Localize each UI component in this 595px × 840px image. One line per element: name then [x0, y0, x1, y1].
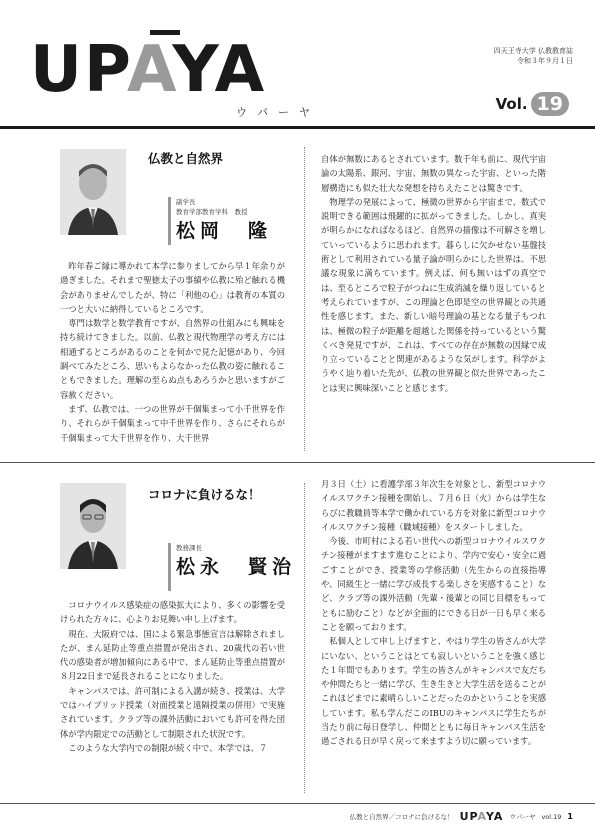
logo-text-accent: A [127, 33, 173, 107]
paragraph: キャンパスでは、許可制による入講が続き、授業は、大学ではハイブリッド授業（対面授業と遠隔授業の併用）で実施されています。クラブ等の課外活動においても許可を得た団体が学内限定での活動として制限された状況です。 [60, 685, 285, 739]
author-photo-matsunaga [60, 483, 126, 569]
author-block [176, 197, 272, 243]
column-divider [304, 147, 305, 451]
page-number: 1 [567, 812, 573, 821]
footer-logo-kana: ウパーヤ [509, 813, 536, 821]
author-name: 松永 賢治 [176, 556, 297, 578]
author-department: 教育学部教育学科 教授 [176, 208, 248, 216]
footer-logo-accent: A [477, 810, 487, 823]
footer-rule [0, 803, 595, 804]
footer-logo-tail: YA [486, 810, 504, 823]
page-footer [350, 810, 573, 823]
column-divider [304, 483, 305, 793]
logo-text-tail: YA [172, 33, 267, 107]
author-block [176, 543, 296, 579]
paragraph: 物理学の発展によって、極微の世界から宇宙まで、数式で説明できる範囲は飛躍的に拡がってきました。しかし、真実が明らかになればなるほど、自然界の描像は不可解さを増していっているように思われます。暮らしに欠かせない基盤技術として利用されている量子論が明らかにした世界は、不思議な現象に満ちています。例えば、何も無いはずの真空では、至るところで粒子がつねに生成消滅を繰り返していると考えられていますが、この理論と色即是空の世界観との共通性を感じます。また、新しい暗号理論の基となる量子もつれは、極微の粒子が距離を超越した関係を持っているという驚くべき発見ですが、これは、すべての存在が無数の因縁で成り立っていることと関連があるような気がします。科学がようやく辿り着いた先が、仏教の世界観と似た世界であったことは実に興味深いことと感じます。 [321, 196, 546, 393]
article-buddhism-nature [0, 129, 595, 462]
author-role: 教務課長 [176, 544, 202, 552]
article-beat-corona [0, 463, 595, 803]
portrait-icon [60, 483, 126, 569]
footer-logo-main: UP [459, 810, 478, 823]
upaya-logo [30, 33, 267, 107]
running-title: 仏教と自然界／コロナに負けるな！ [349, 813, 454, 821]
footer-volume: vol.19 [541, 812, 562, 821]
volume-label: Vol. [495, 95, 528, 113]
article-headline: 仏教と自然界 [148, 151, 224, 166]
volume-badge [496, 92, 569, 116]
article-column-left [60, 598, 285, 798]
logo-text-main: UP [30, 33, 127, 107]
article-column-right [321, 477, 546, 797]
paragraph: 月３日（土）に看護学部３年次生を対象とし、新型コロナウイルスワクチン接種を開始し、７月６日（火）からは学生ならびに教職員等本学で働かれている方を対象に新型コロナウイルスワクチン接種（職域接種）をスタートしました。 [321, 479, 546, 532]
author-accent-bar [168, 543, 171, 591]
paragraph: コロナウイルス感染症の感染拡大により、多くの影響を受けられた方々に、心よりお見舞い申し上げます。 [60, 600, 285, 625]
logo-kana: ウパーヤ [236, 106, 320, 119]
volume-number: 19 [531, 92, 569, 116]
paragraph: 現在、大阪府では、国による緊急事態宣言は解除されましたが、まん延防止等重点措置が発出され、20歳代の若い世代の感染者が増加傾向にある中で、まん延防止等重点措置が８月22日まで延長されることになりました。 [60, 628, 285, 682]
article-column-left [60, 259, 285, 451]
masthead [0, 0, 595, 130]
author-accent-bar [168, 197, 171, 245]
author-photo-matsuoka [60, 149, 126, 235]
paragraph: 自体が無数にあるとされています。数千年も前に、現代宇宙論の太陽系、銀河、宇宙、無数の異なった宇宙、といった階層構造にも似た壮大な発想を持ちえたことは驚きです。 [321, 154, 546, 193]
paragraph: 今後、市町村による若い世代への新型コロナウイルスワクチン接種がますます進むことにより、学内で安心・安全に過ごすことができ、授業等の学修活動（先生からの直接指導や、同級生と一緒に学び成長する楽しさを実感すること）など、クラブ等の課外活動（先輩・後輩との同じ目標をもってともに励むこと）などが全面的にできる日が一日も早く来ることを願っております。 [321, 536, 546, 632]
author-name: 松岡 隆 [176, 220, 273, 242]
portrait-icon [60, 149, 126, 235]
paragraph: 専門は数学と数学教育ですが、自然界の仕組みにも興味を持ち続けてきました。以前、仏教と現代物理学の考え方には相通ずるところがあるのことを何かで見た記憶があり、今回調べてみたところ、思いもよらなかった仏教の姿に触れることもできました。理解の至らぬ点もあろうかと思いますがご容赦ください。 [60, 318, 285, 400]
publication-date: 令和３年９月１日 [517, 57, 573, 65]
author-role: 副学長 [176, 198, 196, 206]
paragraph: 昨年春ご縁に導かれて本学に参りましてから早１年余りが過ぎました。それまで聖徳太子の事績や仏教に殆ど触れる機会がありませんでしたが、特に「利他の心」は教育の本質の一つと大いに納得しているところです。 [60, 261, 285, 314]
footer-logo [460, 810, 504, 823]
paragraph: まず、仏教では、一つの世界が千個集まって小千世界を作り、それらが千個集まって中千世界を作り、さらにそれらが千個集まって大千世界を作り、大千世界 [60, 403, 285, 443]
paragraph: 私個人として申し上げますと、やはり学生の皆さんが大学にいない、ということはとても寂しいということを強く感じた１年間でもあります。学生の皆さんがキャンパスで友だちや仲間たちと一緒に学び、生き生きと大学生活を送ることがこれほどまでに素晴らしいことだったのかということを実感しています。私も学んだこのIBUのキャンパスに学生たちが当たり前に毎日登学し、仲間とともに毎日キャンパス生活を過ごされる日が早く戻って来ますよう切に願っています。 [321, 636, 546, 747]
article-headline: コロナに負けるな！ [148, 487, 261, 502]
publisher-name: 四天王寺大学 仏教教育誌 [493, 47, 573, 55]
paragraph: このような大学内での制限が続く中で、本学では、７ [68, 742, 268, 753]
article-column-right [321, 152, 546, 452]
